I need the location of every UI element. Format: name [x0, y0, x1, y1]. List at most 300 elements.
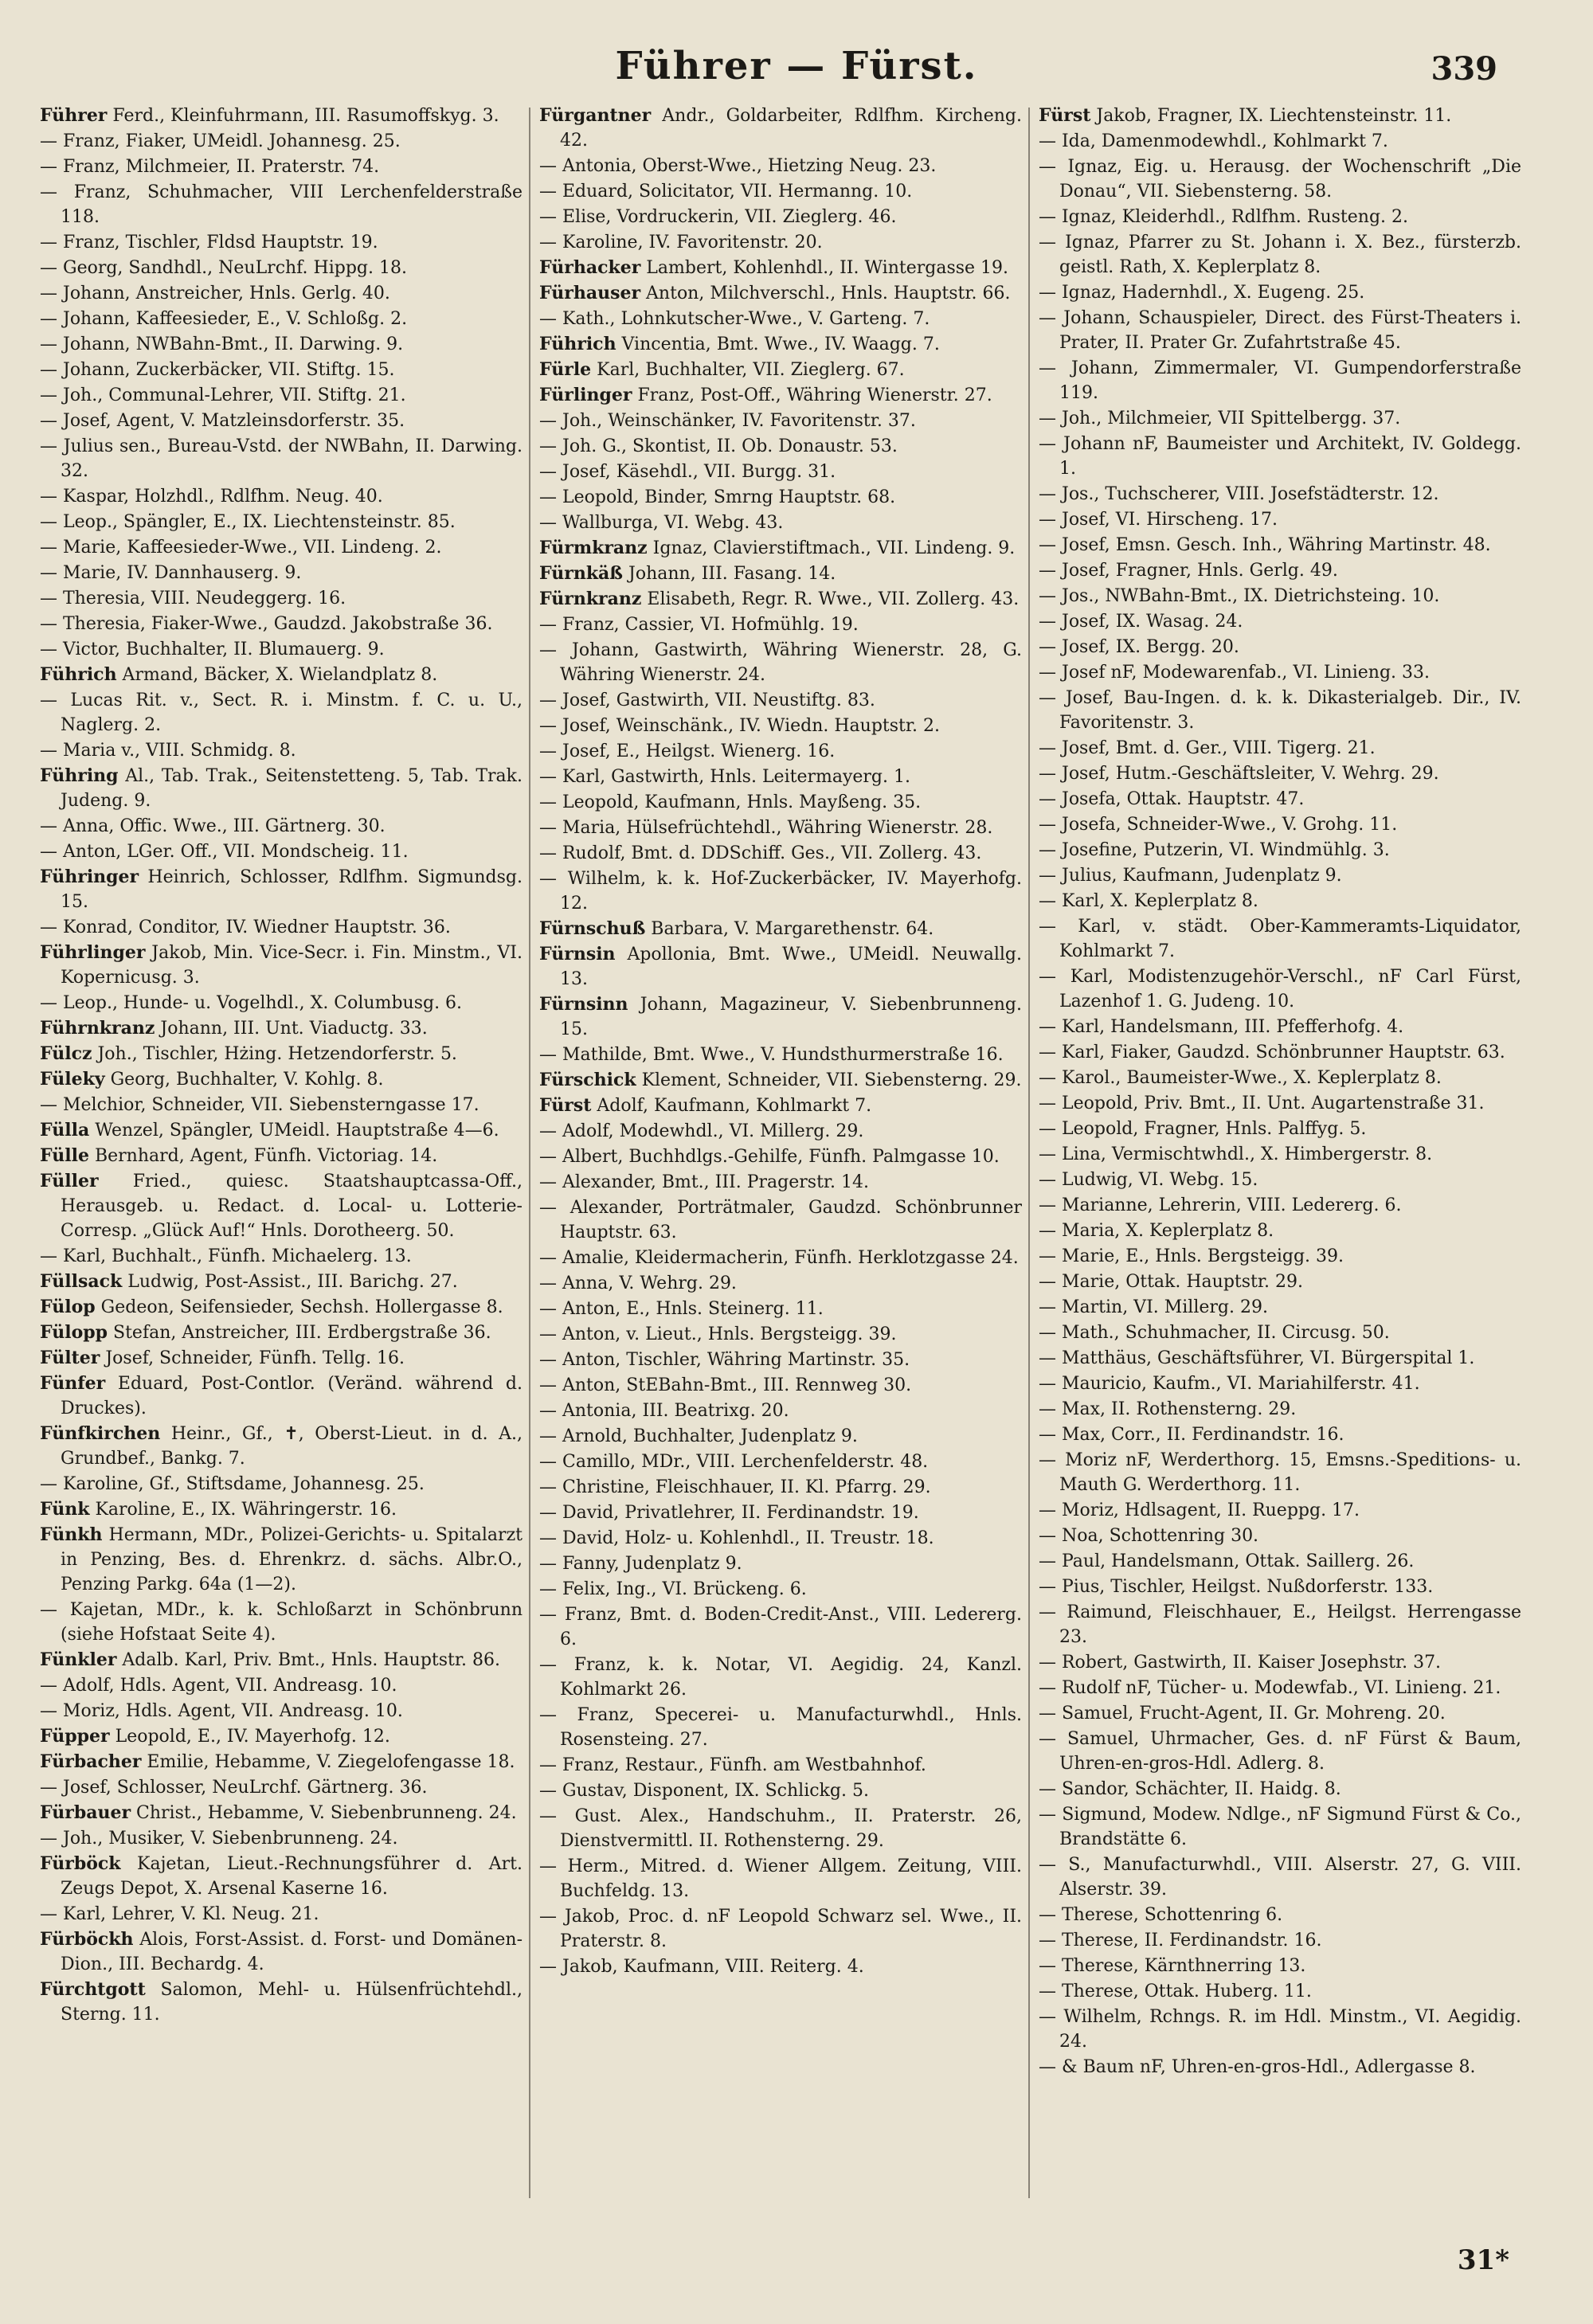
- entry-text: Karoline, E., IX. Währingerstr. 16.: [89, 1500, 397, 1520]
- directory-entry: [1039, 584, 1521, 608]
- entry-text: — Robert, Gastwirth, II. Kaiser Josephstr. 37.: [1039, 1653, 1442, 1673]
- entry-text: — Gust. Alex., Handschuhm., II. Praterstr. 26, Dienstvermittl. II. Rothensterng. 29.: [539, 1806, 1022, 1851]
- directory-entry: [539, 1475, 1022, 1500]
- entry-text: Ignaz, Clavierstiftmach., VII. Lindeng. 9.: [647, 538, 1016, 558]
- directory-entry: [1039, 787, 1521, 812]
- entry-text: — Ignaz, Hadernhdl., X. Eugeng. 25.: [1039, 283, 1365, 303]
- entry-text: — Rudolf, Bmt. d. DDSchiff. Ges., VII. Zollerg. 43.: [539, 843, 982, 863]
- entry-text: — Victor, Buchhalter, II. Blumauerg. 9.: [40, 640, 385, 659]
- directory-entry: [1039, 306, 1521, 355]
- entry-text: — Antonia, III. Beatrixg. 20.: [539, 1401, 789, 1421]
- entry-surname: Fürhauser: [539, 283, 641, 303]
- entry-surname: Fürmkranz: [539, 538, 648, 558]
- entry-text: — Joh., Communal-Lehrer, VII. Stiftg. 21.: [40, 385, 406, 405]
- entry-text: — Amalie, Kleidermacherin, Fünfh. Herklotzgasse 24.: [539, 1248, 1019, 1268]
- directory-entry: [40, 535, 523, 560]
- entry-text: Adolf, Kaufmann, Kohlmarkt 7.: [591, 1096, 872, 1116]
- directory-entry: [539, 1348, 1022, 1372]
- entry-text: — Matthäus, Geschäftsführer, VI. Bürgerspital 1.: [1039, 1348, 1475, 1368]
- directory-entry: [539, 1144, 1022, 1169]
- entry-surname: Fürbacher: [40, 1751, 142, 1772]
- directory-entry: [1039, 1397, 1521, 1422]
- directory-entry: [1039, 1600, 1521, 1649]
- directory-entry: [539, 1322, 1022, 1347]
- directory-entry: [1039, 1928, 1521, 1953]
- entry-text: — Ignaz, Kleiderhdl., Rdlfhm. Rusteng. 2.: [1039, 207, 1408, 227]
- entry-text: — Franz, Fiaker, UMeidl. Johannesg. 25.: [40, 131, 401, 151]
- directory-entry: [539, 1804, 1022, 1853]
- directory-entry: [40, 1270, 523, 1294]
- entry-surname: Fürle: [539, 359, 592, 380]
- entry-text: — Maria, X. Keplerplatz 8.: [1039, 1221, 1274, 1241]
- directory-entry: [539, 1753, 1022, 1778]
- directory-entry: [1039, 1193, 1521, 1218]
- entry-text: — Leopold, Kaufmann, Hnls. Mayßeng. 35.: [539, 792, 922, 812]
- directory-entry: [40, 1673, 523, 1698]
- entry-text: — Sandor, Schächter, II. Haidg. 8.: [1039, 1779, 1341, 1799]
- directory-entry: [539, 1094, 1022, 1118]
- directory-entry: [40, 1497, 523, 1522]
- entry-surname: Führich: [40, 664, 117, 685]
- entry-text: Johann, III. Unt. Viaductg. 33.: [155, 1019, 428, 1039]
- entry-text: — Johann nF, Baumeister und Architekt, IV. Goldegg. 1.: [1039, 434, 1521, 479]
- directory-entry: [1039, 280, 1521, 305]
- directory-entry: [40, 1093, 523, 1117]
- entry-text: — Samuel, Uhrmacher, Ges. d. nF Fürst & Baum, Uhren-en-gros-Hdl. Adlerg. 8.: [1039, 1729, 1521, 1774]
- entry-text: — Wilhelm, k. k. Hof-Zuckerbäcker, IV. Mayerhofg. 12.: [539, 869, 1022, 914]
- directory-entry: [539, 1424, 1022, 1449]
- entry-text: — Josef, Fragner, Hnls. Gerlg. 49.: [1039, 561, 1338, 581]
- entry-surname: Füller: [40, 1171, 99, 1191]
- directory-entry: [1039, 609, 1521, 634]
- entry-text: — Josef, Käsehdl., VII. Burgg. 31.: [539, 462, 836, 482]
- directory-entry: [1039, 1954, 1521, 1978]
- entry-text: — Kath., Lohnkutscher-Wwe., V. Garteng. 7.: [539, 309, 930, 329]
- entry-text: — Therese, II. Ferdinandstr. 16.: [1039, 1931, 1322, 1950]
- directory-entry: [539, 1246, 1022, 1270]
- directory-entry: [539, 917, 1022, 941]
- directory-entry: [1039, 1346, 1521, 1371]
- entry-text: — Arnold, Buchhalter, Judenplatz 9.: [539, 1426, 858, 1446]
- entry-text: — Josef, IX. Bergg. 20.: [1039, 637, 1239, 657]
- directory-entry: [1039, 1244, 1521, 1269]
- entry-text: — & Baum nF, Uhren-en-gros-Hdl., Adlergasse 8.: [1039, 2057, 1476, 2077]
- entry-text: Wenzel, Spängler, UMeidl. Hauptstraße 4—6.: [89, 1121, 499, 1140]
- entry-text: Heinr., Gf., ✝, Oberst-Lieut. in d. A., Grundbef., Bankg. 7.: [61, 1424, 523, 1469]
- entry-text: — Anton, Tischler, Währing Martinstr. 35.: [539, 1350, 910, 1370]
- directory-entry: [40, 1902, 523, 1927]
- entry-text: — Josef, VI. Hirscheng. 17.: [1039, 510, 1278, 530]
- directory-entry: [539, 205, 1022, 229]
- entry-text: Eduard, Post-Contlor. (Veränd. während d. Druckes).: [61, 1374, 523, 1418]
- directory-entry: [40, 1472, 523, 1497]
- directory-entry: [40, 1371, 523, 1421]
- entry-surname: Fürbauer: [40, 1802, 131, 1823]
- directory-entry: [40, 1648, 523, 1673]
- directory-entry: [40, 281, 523, 306]
- directory-entry: [1039, 2005, 1521, 2054]
- directory-entry: [40, 1320, 523, 1345]
- entry-text: Lambert, Kohlenhdl., II. Wintergasse 19.: [640, 258, 1009, 278]
- entry-text: Josef, Schneider, Fünfh. Tellg. 16.: [100, 1348, 405, 1368]
- directory-entry: [1039, 1168, 1521, 1192]
- directory-entry: [1039, 812, 1521, 837]
- entry-text: Christ., Hebamme, V. Siebenbrunneng. 24.: [131, 1803, 517, 1823]
- entry-text: — Mauricio, Kaufm., VI. Mariahilferstr. 41.: [1039, 1374, 1420, 1394]
- entry-text: — Anna, V. Wehrg. 29.: [539, 1274, 737, 1293]
- directory-entry: [539, 536, 1022, 561]
- entry-surname: Fürnkäß: [539, 563, 624, 584]
- directory-entry: [1039, 1650, 1521, 1675]
- directory-entry: [40, 358, 523, 382]
- directory-entry: [40, 256, 523, 280]
- directory-entry: [1039, 558, 1521, 583]
- directory-entry: [1039, 1066, 1521, 1090]
- directory-entry: [40, 1169, 523, 1243]
- running-head: [0, 44, 1593, 92]
- entry-surname: Fürnschuß: [539, 918, 646, 939]
- entry-text: Klement, Schneider, VII. Siebensterng. 29.: [636, 1070, 1022, 1090]
- entry-text: — Karl, Fiaker, Gaudzd. Schönbrunner Hauptstr. 63.: [1039, 1043, 1505, 1062]
- directory-entry: [1039, 205, 1521, 229]
- entry-text: — Antonia, Oberst-Wwe., Hietzing Neug. 23.: [539, 156, 937, 176]
- directory-entry: [1039, 1040, 1521, 1065]
- entry-text: Stefan, Anstreicher, III. Erdbergstraße 36.: [108, 1323, 491, 1343]
- directory-entry: [539, 409, 1022, 433]
- entry-text: — David, Holz- u. Kohlenhdl., II. Treustr. 18.: [539, 1528, 934, 1548]
- entry-surname: Fülter: [40, 1348, 100, 1368]
- entry-text: — Josef nF, Modewarenfab., VI. Linieng. 33.: [1039, 663, 1431, 683]
- entry-text: — Therese, Schottenring 6.: [1039, 1905, 1283, 1925]
- directory-entry: [539, 561, 1022, 586]
- entry-surname: Fürböckh: [40, 1929, 134, 1950]
- directory-entry: [1039, 1701, 1521, 1726]
- entry-text: — Pius, Tischler, Heilgst. Nußdorferstr. 133.: [1039, 1577, 1434, 1597]
- entry-text: — Jakob, Kaufmann, VIII. Reiterg. 4.: [539, 1957, 864, 1977]
- entry-text: Kajetan, Lieut.-Rechnungsführer d. Art. Zeugs Depot, X. Arsenal Kaserne 16.: [61, 1854, 523, 1899]
- directory-entry: [539, 942, 1022, 992]
- entry-text: — David, Privatlehrer, II. Ferdinandstr. 19.: [539, 1503, 919, 1523]
- directory-entry: [1039, 356, 1521, 405]
- directory-entry: [539, 154, 1022, 178]
- entry-text: — Joh., Musiker, V. Siebenbrunneng. 24.: [40, 1829, 398, 1849]
- directory-entry: [40, 510, 523, 534]
- directory-entry: [40, 1927, 523, 1977]
- directory-entry: [40, 1042, 523, 1066]
- entry-text: — Franz, Tischler, Fldsd Hauptstr. 19.: [40, 233, 378, 252]
- directory-entry: [40, 586, 523, 611]
- entry-text: Andr., Goldarbeiter, Rdlfhm. Kircheng. 42.: [560, 106, 1022, 151]
- directory-entry: [1039, 432, 1521, 481]
- entry-text: — Alexander, Porträtmaler, Gaudzd. Schönbrunner Hauptstr. 63.: [539, 1198, 1022, 1242]
- directory-entry: [40, 307, 523, 331]
- column-rule: [529, 108, 530, 2198]
- entry-text: — Karol., Baumeister-Wwe., X. Keplerplatz 8.: [1039, 1068, 1442, 1088]
- directory-entry: [40, 1295, 523, 1320]
- directory-entry: [539, 460, 1022, 484]
- column-rule: [1028, 108, 1030, 2198]
- entry-text: — Josef, Weinschänk., IV. Wiedn. Hauptstr. 2.: [539, 716, 940, 736]
- directory-entry: [40, 1144, 523, 1168]
- entry-text: — Wallburga, VI. Webg. 43.: [539, 513, 784, 533]
- entry-text: — Karl, v. städt. Ober-Kammeramts-Liquidator, Kohlmarkt 7.: [1039, 917, 1521, 961]
- entry-text: Adalb. Karl, Priv. Bmt., Hnls. Hauptstr. 86.: [116, 1650, 500, 1670]
- entry-text: — Josefa, Ottak. Hauptstr. 47.: [1039, 789, 1305, 809]
- entry-text: — Josef, Bmt. d. Ger., VIII. Tigerg. 21.: [1039, 738, 1376, 758]
- directory-entry: [539, 867, 1022, 916]
- entry-text: — Anton, E., Hnls. Steinerg. 11.: [539, 1299, 824, 1319]
- entry-text: — Karoline, IV. Favoritenstr. 20.: [539, 233, 823, 252]
- directory-entry: [1039, 914, 1521, 964]
- entry-text: Elisabeth, Regr. R. Wwe., VII. Zollerg. 43.: [641, 589, 1020, 609]
- directory-entry: [539, 485, 1022, 510]
- entry-surname: Führich: [539, 334, 616, 354]
- directory-entry: [539, 714, 1022, 738]
- entry-text: — Max, II. Rothensterng. 29.: [1039, 1399, 1297, 1419]
- entry-text: Johann, Magazineur, V. Siebenbrunneng. 15.: [560, 995, 1022, 1039]
- directory-entry: [40, 1244, 523, 1269]
- entry-text: — Melchior, Schneider, VII. Siebensterngasse 17.: [40, 1095, 479, 1115]
- entry-surname: Fülla: [40, 1120, 90, 1140]
- directory-entry: [40, 1775, 523, 1800]
- entry-text: — Karl, Buchhalt., Fünfh. Michaelerg. 13.: [40, 1246, 412, 1266]
- entry-text: — Leop., Spängler, E., IX. Liechtensteinstr. 85.: [40, 512, 456, 532]
- directory-entry: [1039, 230, 1521, 280]
- directory-entry: [1039, 1524, 1521, 1548]
- entry-text: — Anton, LGer. Off., VII. Mondscheig. 11.: [40, 842, 409, 862]
- directory-entry: [539, 1399, 1022, 1423]
- directory-entry: [1039, 1448, 1521, 1497]
- entry-text: — Moriz, Hdlsagent, II. Rueppg. 17.: [1039, 1500, 1360, 1520]
- directory-entry: [539, 1854, 1022, 1903]
- directory-entry: [1039, 889, 1521, 914]
- entry-surname: Fürnsinn: [539, 994, 628, 1015]
- directory-entry: [539, 281, 1022, 306]
- directory-entry: [40, 1016, 523, 1041]
- entry-surname: Fünkler: [40, 1649, 117, 1670]
- directory-entry: [539, 1602, 1022, 1652]
- directory-entry: [539, 992, 1022, 1042]
- entry-text: — Johann, NWBahn-Bmt., II. Darwing. 9.: [40, 335, 404, 354]
- directory-entry: [1039, 1777, 1521, 1802]
- entry-text: Franz, Post-Off., Währing Wienerstr. 27.: [632, 385, 992, 405]
- entry-surname: Füllsack: [40, 1271, 123, 1292]
- entry-surname: Fünk: [40, 1499, 90, 1520]
- entry-surname: Fürnsin: [539, 944, 616, 964]
- entry-text: Barbara, V. Margarethenstr. 64.: [645, 919, 934, 939]
- entry-text: — Gustav, Disponent, IX. Schlickg. 5.: [539, 1781, 869, 1801]
- entry-text: — Josef, Bau-Ingen. d. k. k. Dikasterialgeb. Dir., IV. Favoritenstr. 3.: [1039, 688, 1521, 733]
- directory-entry: [539, 587, 1022, 612]
- entry-text: — Lina, Vermischtwhdl., X. Himbergerstr. 8.: [1039, 1144, 1433, 1164]
- entry-text: — Therese, Ottak. Huberg. 11.: [1039, 1982, 1312, 2001]
- entry-text: — Marie, E., Hnls. Bergsteigg. 39.: [1039, 1246, 1344, 1266]
- column-3: [1039, 104, 1521, 2080]
- entry-text: — Noa, Schottenring 30.: [1039, 1526, 1259, 1546]
- directory-entry: [40, 561, 523, 585]
- entry-text: — Josef, Schlosser, NeuLrchf. Gärtnerg. 36.: [40, 1778, 428, 1798]
- directory-entry: [1039, 1903, 1521, 1927]
- entry-text: Johann, III. Fasang. 14.: [623, 564, 836, 584]
- entry-surname: Führnkranz: [40, 1018, 155, 1039]
- entry-text: — Karl, Gastwirth, Hnls. Leitermayerg. 1.: [539, 767, 910, 787]
- entry-text: — Konrad, Conditor, IV. Wiedner Hauptstr. 36.: [40, 917, 451, 937]
- directory-entry: [539, 816, 1022, 840]
- entry-text: — Josefine, Putzerin, VI. Windmühlg. 3.: [1039, 840, 1390, 860]
- entry-text: — Johann, Schauspieler, Direct. des Fürst-Theaters i. Prater, II. Prater Gr. Zufahrtstraße 45.: [1039, 308, 1521, 353]
- directory-entry: [539, 1577, 1022, 1602]
- entry-text: — Martin, VI. Millerg. 29.: [1039, 1297, 1268, 1317]
- directory-entry: [40, 383, 523, 408]
- directory-entry: [1039, 1575, 1521, 1599]
- entry-text: — Adolf, Modewhdl., VI. Millerg. 29.: [539, 1121, 864, 1141]
- page-number: 339: [1431, 50, 1497, 88]
- entry-text: — Julius sen., Bureau-Vstd. der NWBahn, II. Darwing. 32.: [40, 436, 523, 481]
- directory-entry: [40, 764, 523, 813]
- directory-entry: [1039, 129, 1521, 154]
- entry-text: — Marianne, Lehrerin, VIII. Ledererg. 6.: [1039, 1195, 1402, 1215]
- directory-entry: [40, 637, 523, 662]
- directory-entry: [539, 1195, 1022, 1245]
- entry-text: — Rudolf nF, Tücher- u. Modewfab., VI. Linieng. 21.: [1039, 1678, 1501, 1698]
- directory-entry: [40, 839, 523, 864]
- entry-surname: Fülopp: [40, 1322, 108, 1343]
- entry-surname: Fürlinger: [539, 385, 632, 405]
- directory-entry: [1039, 686, 1521, 735]
- entry-text: — Anna, Offic. Wwe., III. Gärtnerg. 30.: [40, 816, 386, 836]
- entry-surname: Füpper: [40, 1726, 110, 1747]
- directory-entry: [1039, 1117, 1521, 1141]
- entry-text: — Johann, Gastwirth, Währing Wienerstr. 28, G. Währing Wienerstr. 24.: [539, 640, 1022, 685]
- entry-text: — Leopold, Binder, Smrng Hauptstr. 68.: [539, 487, 896, 507]
- entry-text: — Franz, k. k. Notar, VI. Aegidig. 24, Kanzl. Kohlmarkt 26.: [539, 1655, 1022, 1700]
- entry-text: Gedeon, Seifensieder, Sechsh. Hollergasse 8.: [95, 1297, 503, 1317]
- entry-text: — Adolf, Hdls. Agent, VII. Andreasg. 10.: [40, 1676, 397, 1696]
- directory-entry: [40, 484, 523, 509]
- directory-entry: [40, 155, 523, 179]
- directory-entry: [40, 1523, 523, 1597]
- directory-entry: [1039, 1422, 1521, 1447]
- entry-text: — S., Manufacturwhdl., VIII. Alserstr. 27, G. VIII. Alserstr. 39.: [1039, 1855, 1521, 1899]
- entry-surname: Fülcz: [40, 1043, 92, 1064]
- entry-text: — Elise, Vordruckerin, VII. Zieglerg. 46.: [539, 207, 897, 227]
- directory-entry: [539, 688, 1022, 713]
- directory-entry: [539, 307, 1022, 331]
- entry-text: — Therese, Kärnthnerring 13.: [1039, 1956, 1306, 1976]
- entry-text: Armand, Bäcker, X. Wielandplatz 8.: [116, 665, 438, 685]
- entry-text: — Christine, Fleischhauer, II. Kl. Pfarrg. 29.: [539, 1477, 931, 1497]
- entry-text: — Kajetan, MDr., k. k. Schloßarzt in Schönbrunn (siehe Hofstaat Seite 4).: [40, 1600, 523, 1645]
- directory-entry: [539, 1297, 1022, 1321]
- running-title: Führer — Fürst.: [615, 44, 978, 88]
- entry-surname: Fürgantner: [539, 105, 652, 126]
- entry-text: — Ida, Damenmodewhdl., Kohlmarkt 7.: [1039, 131, 1388, 151]
- entry-text: Heinrich, Schlosser, Rdlfhm. Sigmundsg. 15.: [61, 867, 523, 912]
- directory-entry: [1039, 635, 1521, 659]
- entry-text: — Jos., NWBahn-Bmt., IX. Dietrichsteing. 10.: [1039, 586, 1440, 606]
- entry-text: Vincentia, Bmt. Wwe., IV. Waagg. 7.: [616, 335, 940, 354]
- directory-entry: [1039, 1802, 1521, 1852]
- entry-text: — Albert, Buchhdlgs.-Gehilfe, Fünfh. Palmgasse 10.: [539, 1147, 1000, 1167]
- directory-entry: [1039, 660, 1521, 685]
- directory-entry: [539, 1551, 1022, 1576]
- entry-text: — Franz, Specerei- u. Manufacturwhdl., Hnls. Rosensteing. 27.: [539, 1705, 1022, 1750]
- entry-text: Ludwig, Post-Assist., III. Barichg. 27.: [122, 1272, 458, 1292]
- entry-text: — Camillo, MDr., VIII. Lerchenfelderstr. 48.: [539, 1452, 929, 1472]
- entry-text: — Moriz nF, Werderthorg. 15, Emsns.-Speditions- u. Mauth G. Werderthorg. 11.: [1039, 1450, 1521, 1495]
- directory-entry: [1039, 1979, 1521, 2004]
- entry-surname: Fünkh: [40, 1524, 103, 1545]
- entry-text: Emilie, Hebamme, V. Ziegelofengasse 18.: [141, 1752, 515, 1772]
- directory-entry: [1039, 838, 1521, 863]
- directory-entry: [1039, 964, 1521, 1014]
- entry-text: — Herm., Mitred. d. Wiener Allgem. Zeitung, VIII. Buchfeldg. 13.: [539, 1856, 1022, 1901]
- column-1: [40, 104, 523, 2028]
- directory-entry: [1039, 155, 1521, 204]
- directory-entry: [539, 1043, 1022, 1067]
- directory-entry: [40, 129, 523, 154]
- entry-text: — Johann, Kaffeesieder, E., V. Schloßg. 2.: [40, 309, 408, 329]
- entry-text: — Anton, StEBahn-Bmt., III. Rennweg 30.: [539, 1375, 912, 1395]
- entry-text: — Raimund, Fleischhauer, E., Heilgst. Herrengasse 23.: [1039, 1602, 1521, 1647]
- entry-text: — Lucas Rit. v., Sect. R. i. Minstm. f. C. u. U., Naglerg. 2.: [40, 691, 523, 735]
- directory-entry: [1039, 863, 1521, 888]
- entry-text: — Theresia, Fiaker-Wwe., Gaudzd. Jakobstraße 36.: [40, 614, 493, 634]
- directory-entry: [40, 1750, 523, 1774]
- entry-text: — Maria v., VIII. Schmidg. 8.: [40, 741, 296, 761]
- directory-entry: [1039, 1320, 1521, 1345]
- directory-entry: [539, 332, 1022, 357]
- entry-surname: Führing: [40, 765, 119, 786]
- directory-entry: [539, 790, 1022, 815]
- entry-text: — Sigmund, Modew. Ndlge., nF Sigmund Fürst & Co., Brandstätte 6.: [1039, 1805, 1521, 1849]
- entry-text: Leopold, E., IV. Mayerhofg. 12.: [109, 1727, 390, 1747]
- directory-entry: [1039, 1142, 1521, 1167]
- directory-entry: [539, 256, 1022, 280]
- entry-text: Jakob, Min. Vice-Secr. i. Fin. Minstm., VI. Kopernicusg. 3.: [61, 943, 523, 988]
- entry-text: — Franz, Bmt. d. Boden-Credit-Anst., VIII. Ledererg. 6.: [539, 1605, 1022, 1649]
- directory-entry: [40, 1699, 523, 1723]
- entry-text: — Leopold, Priv. Bmt., II. Unt. Augartenstraße 31.: [1039, 1094, 1485, 1113]
- entry-text: — Ignaz, Pfarrer zu St. Johann i. X. Bez., fürsterzb. geistl. Rath, X. Keplerplatz 8.: [1039, 233, 1521, 277]
- directory-entry: [539, 841, 1022, 866]
- directory-entry: [40, 612, 523, 636]
- entry-text: — Joh., Milchmeier, VII Spittelbergg. 37.: [1039, 409, 1401, 428]
- directory-entry: [1039, 736, 1521, 761]
- entry-text: — Joh. G., Skontist, II. Ob. Donaustr. 53.: [539, 436, 898, 456]
- directory-entry: [1039, 1676, 1521, 1700]
- directory-entry: [539, 765, 1022, 789]
- entry-text: — Ludwig, VI. Webg. 15.: [1039, 1170, 1258, 1190]
- directory-entry: [539, 511, 1022, 535]
- directory-entry: [40, 1067, 523, 1092]
- entry-text: — Johann, Anstreicher, Hnls. Gerlg. 40.: [40, 284, 390, 303]
- entry-text: — Josefa, Schneider-Wwe., V. Grohg. 11.: [1039, 815, 1398, 835]
- directory-entry: [40, 230, 523, 255]
- entry-text: Fried., quiesc. Staatshauptcassa-Off., Herausgeb. u. Redact. d. Local- u. Lotterie-Corresp. „Glück Auf!“ Hnls. Dorotheerg. 50.: [61, 1172, 523, 1241]
- directory-entry: [539, 612, 1022, 637]
- entry-text: — Karl, X. Keplerplatz 8.: [1039, 891, 1258, 911]
- entry-text: Anton, Milchverschl., Hnls. Hauptstr. 66.: [640, 284, 1011, 303]
- directory-entry: [40, 941, 523, 990]
- entry-text: Karl, Buchhalter, VII. Zieglerg. 67.: [591, 360, 905, 380]
- directory-entry: [1039, 1270, 1521, 1294]
- directory-entry: [40, 915, 523, 940]
- entry-text: — Josef, E., Heilgst. Wienerg. 16.: [539, 741, 836, 761]
- directory-entry: [1039, 1549, 1521, 1574]
- entry-text: — Samuel, Frucht-Agent, II. Gr. Mohreng. 20.: [1039, 1704, 1446, 1723]
- entry-text: Al., Tab. Trak., Seitenstetteng. 5, Tab. Trak. Judeng. 9.: [61, 766, 523, 811]
